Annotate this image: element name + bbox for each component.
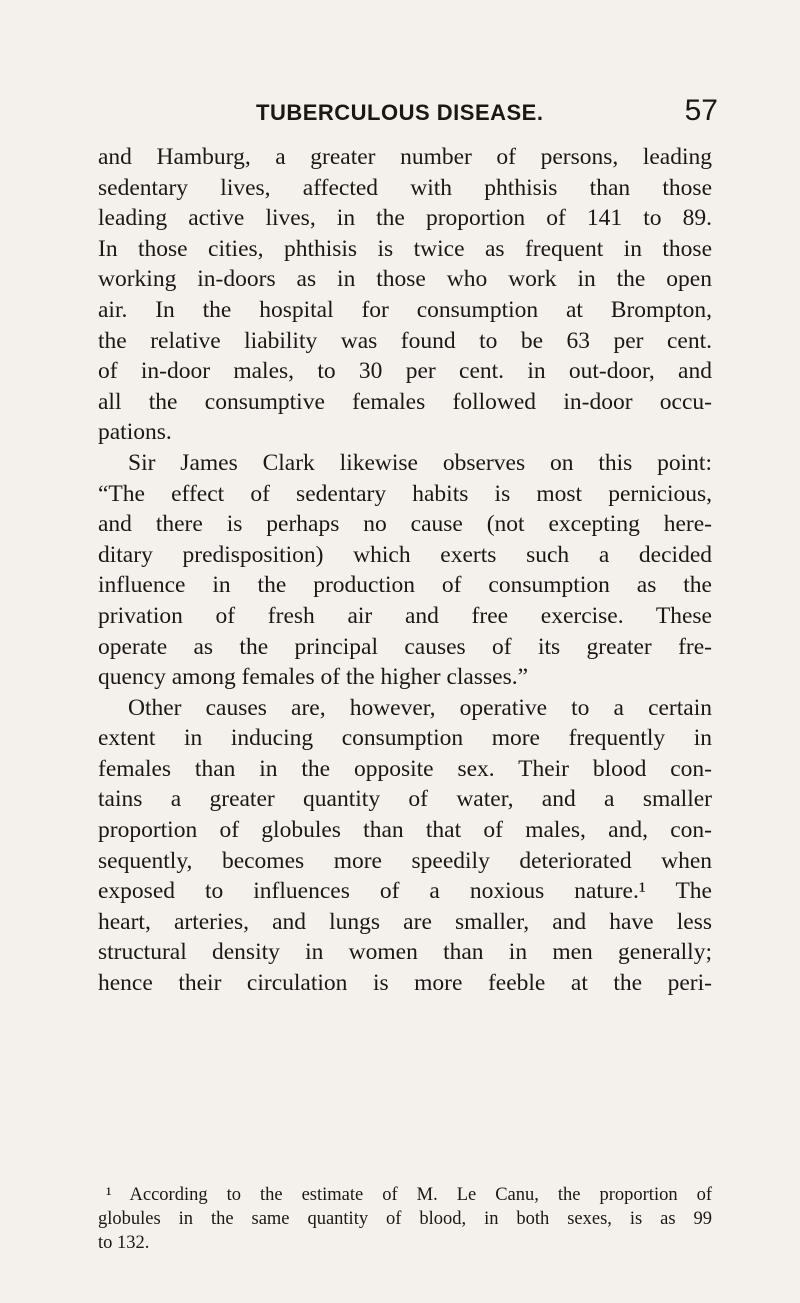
text-line: Sir James Clark likewise observes on this point: (128, 449, 712, 476)
text-line: hence their circulation is more feeble at the peri- (98, 970, 712, 997)
text-line: working in-doors as in those who work in the open (98, 266, 712, 293)
text-line: the relative liability was found to be 63 per cent. (98, 327, 712, 354)
text-line: of in-door males, to 30 per cent. in out-door, and (98, 358, 712, 385)
text-line: pations. (98, 419, 172, 446)
text-line: privation of fresh air and free exercise. These (98, 602, 712, 629)
body-text (98, 142, 712, 999)
text-line: structural density in women than in men generally; (98, 939, 712, 966)
text-line: sedentary lives, affected with phthisis than those (98, 174, 712, 201)
running-title: TUBERCULOUS DISEASE. (256, 100, 544, 125)
footnotes (98, 1183, 712, 1255)
text-line: proportion of globules than that of males, and, con- (98, 817, 712, 844)
text-line: tains a greater quantity of water, and a smaller (98, 786, 712, 813)
text-line: “The effect of sedentary habits is most pernicious, (98, 480, 712, 507)
footnote-line: globules in the same quantity of blood, in both sexes, is as 99 (98, 1209, 712, 1229)
text-line: influence in the production of consumption as the (98, 572, 712, 599)
text-line: operate as the principal causes of its greater fre- (98, 633, 712, 660)
page-header (256, 94, 718, 134)
text-line: and Hamburg, a greater number of persons, leading (98, 144, 712, 170)
text-line: sequently, becomes more speedily deteriorated when (98, 847, 712, 874)
text-line: In those cities, phthisis is twice as frequent in those (98, 235, 712, 262)
page-number: 57 (684, 94, 718, 127)
text-line: leading active lives, in the proportion of 141 to 89. (98, 205, 712, 232)
footnote-line: ¹ According to the estimate of M. Le Canu, the proportion of (106, 1185, 712, 1205)
text-line: all the consumptive females followed in-door occu- (98, 388, 712, 415)
text-line: Other causes are, however, operative to a certain (128, 694, 712, 721)
text-line: females than in the opposite sex. Their blood con- (98, 755, 712, 782)
footnote-line: to 132. (98, 1233, 150, 1253)
text-line: exposed to influences of a noxious nature.¹ The (98, 878, 712, 905)
text-line: air. In the hospital for consumption at Brompton, (98, 296, 712, 323)
text-line: heart, arteries, and lungs are smaller, and have less (98, 908, 712, 935)
text-line: ditary predisposition) which exerts such a decided (98, 541, 712, 568)
text-line: extent in inducing consumption more frequently in (98, 725, 712, 752)
text-line: and there is perhaps no cause (not excepting here- (98, 511, 712, 538)
text-line: quency among females of the higher classes.” (98, 664, 529, 691)
